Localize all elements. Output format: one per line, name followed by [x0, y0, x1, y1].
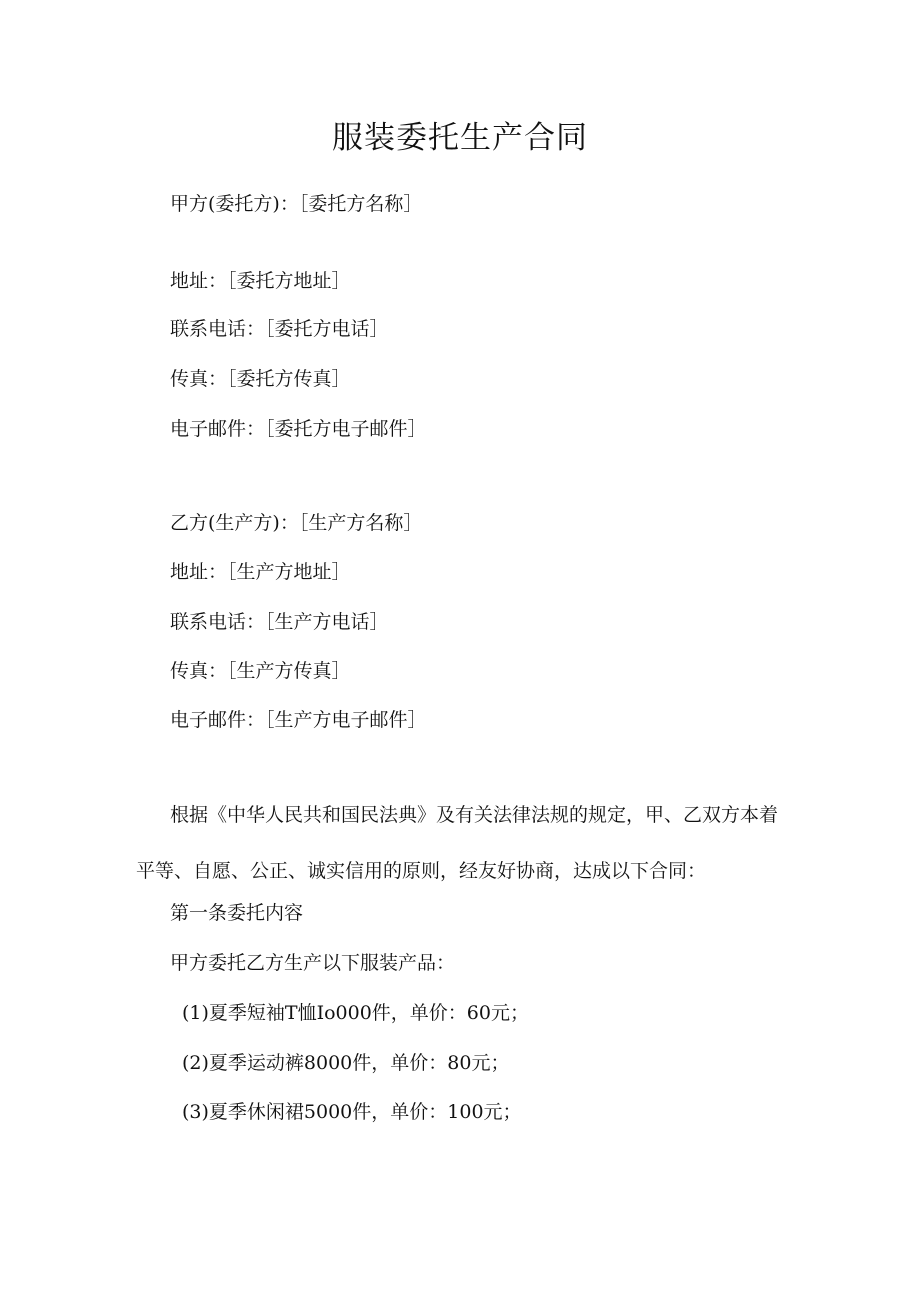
party-a-address: 地址：［委托方地址］: [170, 270, 351, 292]
list-item: (3)夏季休闲裙5000件，单价：100元；: [182, 1101, 522, 1123]
party-a-name: 甲方(委托方)：［委托方名称］: [170, 193, 423, 215]
article-1-intro: 甲方委托乙方生产以下服装产品：: [170, 952, 456, 974]
party-b-name: 乙方(生产方)：［生产方名称］: [170, 512, 423, 534]
party-a-email: 电子邮件：［委托方电子邮件］: [170, 418, 427, 440]
list-item: (2)夏季运动裤8000件，单价：80元；: [182, 1052, 510, 1074]
party-b-phone: 联系电话：［生产方电话］: [170, 611, 389, 633]
party-b-fax: 传真：［生产方传真］: [170, 660, 351, 682]
document-title: 服装委托生产合同: [332, 120, 588, 156]
list-item: (1)夏季短袖T恤Io000件，单价：60元；: [182, 1002, 529, 1024]
preamble-paragraph: 根据《中华人民共和国民法典》及有关法律法规的规定，甲、乙双方本着平等、自愿、公正、诚实信用的原则，经友好协商，达成以下合同：: [136, 804, 779, 882]
party-b-email: 电子邮件：［生产方电子邮件］: [170, 709, 427, 731]
party-b-address: 地址：［生产方地址］: [170, 561, 351, 583]
party-a-phone: 联系电话：［委托方电话］: [170, 318, 389, 340]
party-a-fax: 传真：［委托方传真］: [170, 368, 351, 390]
article-1-heading: 第一条委托内容: [170, 902, 304, 924]
